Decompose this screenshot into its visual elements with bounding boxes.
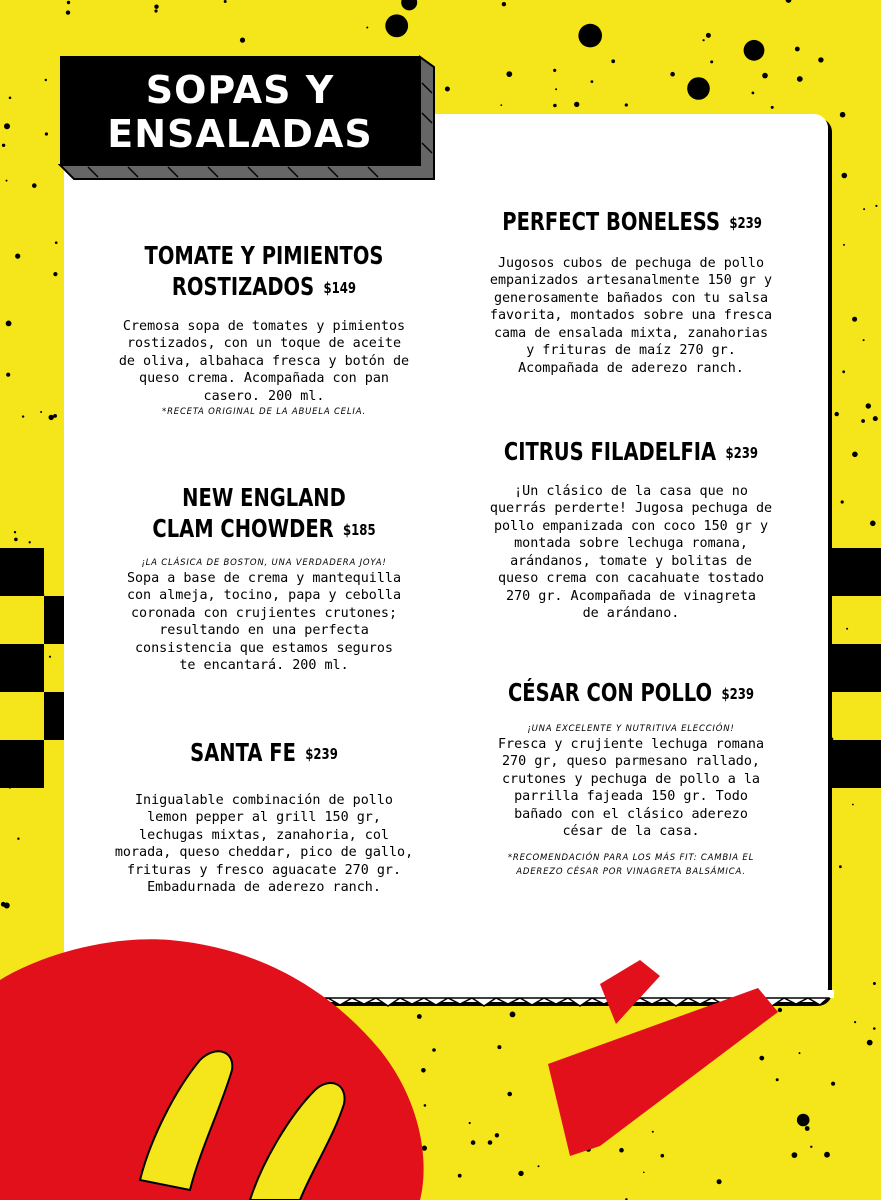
speckle [66, 10, 70, 14]
desc-line: Fresca y crujiente lechuga romana [497, 736, 765, 752]
speckle [9, 97, 12, 100]
speckle [840, 112, 846, 118]
menu-item-cesar-con-pollo [466, 677, 796, 879]
desc-line: parrilla fajeada 150 gr. Todo [514, 789, 748, 804]
item-note [466, 851, 796, 879]
item-name-line-2: ROSTIZADOS [171, 272, 315, 301]
speckle [574, 102, 579, 107]
speckle [843, 244, 845, 246]
speckle [670, 72, 675, 77]
section-title [60, 56, 420, 166]
desc-line: con almeja, tocino, papa y cebolla [126, 588, 402, 603]
desc-line: Cremosa sopa de tomates y pimientos [122, 318, 406, 334]
item-price: $239 [721, 684, 755, 703]
menu-item-tomate [104, 240, 424, 419]
desc-line: morada, queso cheddar, pico de gallo, [114, 845, 414, 860]
desc-line: Inigualable combinación de pollo [135, 792, 393, 808]
desc-line: empanizados artesanalmente 150 gr y [489, 273, 773, 288]
speckle [154, 9, 157, 12]
speckle [839, 865, 842, 868]
item-name-price-line [502, 677, 759, 710]
desc-line: bañado con el clásico aderezo [514, 806, 748, 822]
speckle [873, 416, 878, 421]
speckle [841, 500, 844, 503]
desc-line: 270 gr. Acompañada de vinagreta [506, 588, 756, 604]
speckle [706, 33, 711, 38]
speckle [366, 27, 368, 29]
desc-line: consistencia que estamos seguros [135, 640, 393, 656]
item-intro: ¡LA CLÁSICA DE BOSTON, UNA VERDADERA JOYA! [141, 557, 387, 568]
item-price: $239 [305, 744, 338, 763]
checker-band-right [821, 548, 881, 788]
speckle [385, 14, 408, 37]
speckle [553, 104, 557, 108]
desc-line: de oliva, albahaca fresca y botón de [118, 353, 410, 369]
speckle [703, 39, 705, 41]
speckle [852, 804, 854, 806]
speckle [6, 373, 10, 377]
speckle [22, 415, 24, 417]
desc-line: césar de la casa. [562, 824, 700, 839]
menu-item-perfect-boneless [466, 206, 796, 377]
desc-line: te encantará. 200 ml. [179, 658, 349, 673]
speckle [506, 71, 512, 77]
speckle [795, 47, 800, 52]
speckle [45, 79, 47, 81]
item-name-line-2: CLAM CHOWDER [152, 514, 334, 543]
speckle [445, 87, 450, 92]
speckle [835, 412, 839, 416]
item-name: TOMATE Y PIMIENTOS [144, 241, 384, 270]
desc-line: Embadurnada de aderezo ranch. [147, 880, 381, 895]
speckle [852, 317, 857, 322]
speckle [401, 0, 417, 10]
desc-line: Jugosos cubos de pechuga de pollo [497, 255, 765, 271]
speckle [786, 0, 792, 3]
desc-line: queso crema con cacahuate tostado [497, 571, 765, 586]
item-name: CÉSAR CON POLLO [507, 678, 713, 707]
speckle [771, 106, 774, 109]
desc-line: ¡Un clásico de la casa que no [514, 483, 748, 499]
item-price: $239 [729, 213, 762, 232]
item-name-price-line [139, 513, 389, 546]
desc-line: lemon pepper al grill 150 gr, [147, 810, 381, 825]
item-description [466, 255, 796, 378]
menu-item-clam-chowder [104, 482, 424, 675]
speckle [6, 321, 12, 327]
item-name-price-line [139, 737, 389, 770]
speckle [67, 1, 70, 4]
desc-line: pollo empanizada con coco 150 gr y [493, 518, 769, 534]
menu-item-santa-fe [104, 737, 424, 897]
desc-line: rostizados, con un toque de aceite [126, 336, 402, 351]
desc-line: cama de ensalada mixta, zanahorias [493, 325, 769, 341]
note-line: *RECOMENDACIÓN PARA LOS MÁS FIT: CAMBIA EL [507, 852, 755, 863]
desc-line: lechugas mixtas, zanahoria, col [139, 827, 389, 843]
desc-line: crutones y pechuga de pollo a la [502, 771, 760, 787]
speckle [2, 144, 5, 147]
speckle [687, 77, 710, 100]
speckle [4, 123, 10, 129]
speckle [752, 92, 755, 95]
speckle [14, 531, 16, 533]
item-description [466, 736, 796, 841]
title-line-1: SOPAS Y [145, 68, 335, 112]
item-price: $239 [725, 443, 759, 462]
item-intro: ¡UNA EXCELENTE Y NUTRITIVA ELECCIÓN! [527, 723, 735, 734]
title-line-2: ENSALADAS [107, 112, 373, 156]
speckle [224, 0, 227, 3]
red-decorative-shapes [0, 900, 881, 1200]
desc-line: y frituras de maíz 270 gr. [526, 343, 736, 358]
speckle [6, 180, 8, 182]
item-description [104, 318, 424, 406]
desc-line: generosamente bañados con tu salsa [493, 290, 769, 306]
desc-line: coronada con crujientes crutones; [130, 605, 398, 621]
speckle [32, 183, 37, 188]
desc-line: montada sobre lechuga romana, [514, 536, 748, 551]
item-description [466, 483, 796, 623]
speckle [29, 541, 31, 543]
item-price: $149 [323, 278, 357, 297]
speckle [861, 419, 865, 423]
desc-line: casero. 200 ml. [203, 388, 325, 404]
speckle [53, 272, 57, 276]
item-name: CITRUS FILADELFIA [503, 437, 717, 466]
speckle [555, 88, 557, 90]
item-note: *RECETA ORIGINAL DE LA ABUELA CELIA. [162, 407, 366, 417]
speckle [15, 254, 20, 259]
speckle [797, 76, 803, 82]
item-name-price-line [139, 271, 389, 304]
speckle [45, 132, 48, 135]
speckle [578, 24, 602, 48]
speckle [40, 411, 42, 413]
speckle [502, 2, 506, 6]
item-name: PERFECT BONELESS [502, 207, 721, 236]
menu-item-citrus-filadelfia [466, 436, 796, 623]
item-name-price-line [502, 206, 762, 239]
speckle [866, 403, 871, 408]
desc-line: de arándano. [582, 606, 680, 621]
desc-line: favorita, montados sobre una fresca [489, 308, 773, 323]
speckle [842, 370, 845, 373]
speckle [553, 69, 556, 72]
speckle [611, 59, 615, 63]
speckle [240, 38, 245, 43]
speckle [762, 73, 768, 79]
speckle [55, 241, 58, 244]
speckle [17, 838, 19, 840]
desc-line: Acompañada de aderezo ranch. [518, 360, 744, 376]
speckle [863, 208, 865, 210]
item-description [104, 792, 424, 897]
desc-line: frituras y fresco aguacate 270 gr. [126, 862, 402, 878]
speckle [870, 521, 876, 527]
item-description [104, 570, 424, 675]
desc-line: 270 gr, queso parmesano rallado, [502, 754, 760, 769]
speckle [14, 538, 18, 542]
speckle [500, 104, 502, 106]
speckle [842, 173, 848, 179]
speckle [818, 57, 823, 62]
speckle [625, 103, 628, 106]
desc-line: queso crema. Acompañada con pan [139, 371, 389, 386]
speckle [591, 80, 594, 83]
note-line: ADEREZO CÉSAR POR VINAGRETA BALSÁMICA. [516, 866, 746, 877]
checker-band-left [0, 548, 66, 788]
speckle [863, 339, 865, 341]
speckle [744, 40, 765, 61]
desc-line: resultando en una perfecta [159, 623, 369, 638]
desc-line: querrás perderte! Jugosa pechuga de [489, 501, 773, 516]
speckle [710, 60, 713, 63]
speckle [875, 205, 877, 207]
desc-line: Sopa a base de crema y mantequilla [126, 570, 402, 586]
item-name-price-line [502, 436, 759, 469]
item-name: NEW ENGLAND [182, 483, 346, 512]
desc-line: arándanos, tomate y bolitas de [510, 553, 752, 569]
item-name: SANTA FE [190, 738, 296, 767]
item-price: $185 [343, 520, 376, 539]
speckle [852, 452, 858, 458]
speckle [154, 5, 158, 9]
speckle [49, 415, 54, 420]
